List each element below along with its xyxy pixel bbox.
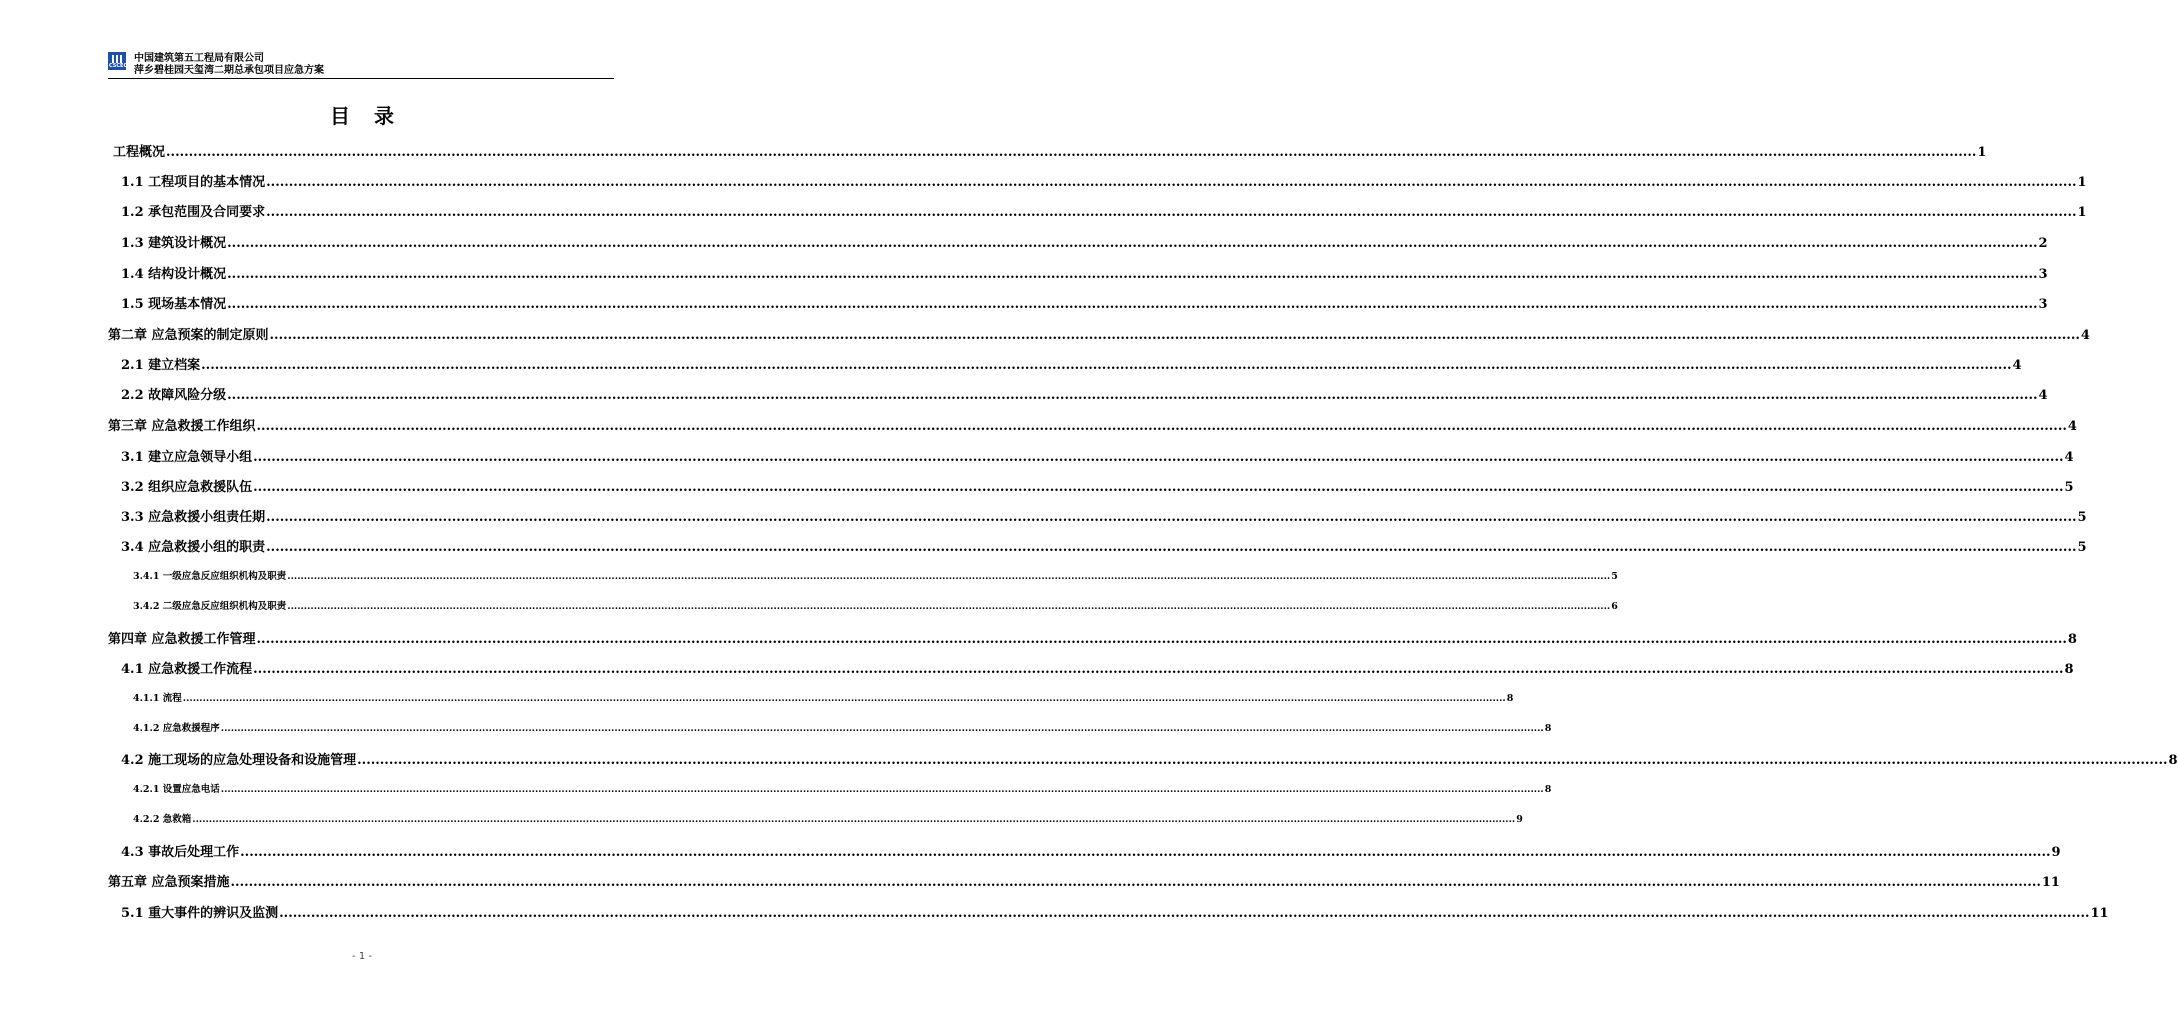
- toc-entry-page: 9: [2051, 845, 2061, 860]
- toc-entry-label: 4.2 施工现场的应急处理设备和设施管理: [121, 753, 357, 768]
- toc-leader-dots: ................................................................................................................................................................................................................................................................................................................................................................................................................: [192, 814, 1516, 825]
- toc-leader-dots: ................................................................................................................................................................................................................................................................................................................................................................................................................: [256, 632, 2067, 647]
- toc-entry-label: 3.3 应急救援小组责任期: [121, 510, 266, 525]
- toc-entry: [133, 814, 1523, 826]
- toc-entry: [121, 388, 2048, 404]
- toc-entry: [121, 510, 2087, 526]
- toc-entry-label: 4.1 应急救援工作流程: [121, 662, 253, 677]
- toc-entry-page: 3: [2038, 297, 2048, 312]
- toc-entry-page: 5: [2064, 480, 2074, 495]
- toc-entry-page: 2: [2038, 236, 2048, 251]
- toc-leader-dots: ................................................................................................................................................................................................................................................................................................................................................................................................................: [182, 693, 1506, 704]
- toc-leader-dots: ................................................................................................................................................................................................................................................................................................................................................................................................................: [240, 845, 2051, 860]
- toc-leader-dots: ................................................................................................................................................................................................................................................................................................................................................................................................................: [266, 540, 2077, 555]
- toc-entry-page: 1: [1977, 145, 1987, 160]
- company-name: 中国建筑第五工程局有限公司: [134, 53, 264, 64]
- toc-leader-dots: ................................................................................................................................................................................................................................................................................................................................................................................................................: [287, 571, 1611, 582]
- toc-entry-page: 11: [2090, 906, 2109, 921]
- toc-entry: [121, 175, 2087, 191]
- toc-entry-page: 9: [1516, 814, 1523, 825]
- toc-entry: [113, 145, 1987, 161]
- toc-entry-page: 8: [1544, 723, 1552, 734]
- toc-leader-dots: ................................................................................................................................................................................................................................................................................................................................................................................................................: [287, 601, 1611, 612]
- toc-entry-label: 4.3 事故后处理工作: [121, 845, 240, 860]
- toc-entry: [133, 693, 1514, 705]
- toc-entry-label: 3.4 应急救援小组的职责: [121, 540, 266, 555]
- toc-entry-label: 第五章 应急预案措施: [108, 875, 230, 890]
- toc-leader-dots: ................................................................................................................................................................................................................................................................................................................................................................................................................: [220, 784, 1544, 795]
- toc-leader-dots: ................................................................................................................................................................................................................................................................................................................................................................................................................: [220, 723, 1544, 734]
- toc-entry-label: 5.1 重大事件的辨识及监测: [121, 906, 279, 921]
- toc-entry-label: 1.1 工程项目的基本情况: [121, 175, 266, 190]
- page-number: - 1 -: [352, 951, 372, 962]
- toc-entry-label: 4.2.2 急救箱: [133, 814, 192, 825]
- toc-entry-page: 8: [2168, 753, 2178, 768]
- toc-entry-label: 2.1 建立档案: [121, 358, 201, 373]
- toc-entry: [121, 845, 2061, 861]
- toc-entry: [121, 267, 2048, 283]
- toc-entry: [121, 297, 2048, 313]
- toc-leader-dots: ................................................................................................................................................................................................................................................................................................................................................................................................................: [266, 205, 2077, 220]
- page-title: 目录: [330, 104, 418, 128]
- toc-leader-dots: ................................................................................................................................................................................................................................................................................................................................................................................................................: [230, 875, 2041, 890]
- toc-entry-page: 6: [1611, 601, 1618, 612]
- toc-leader-dots: ................................................................................................................................................................................................................................................................................................................................................................................................................: [357, 753, 2168, 768]
- toc-entry-label: 第四章 应急救援工作管理: [108, 632, 256, 647]
- toc-leader-dots: ................................................................................................................................................................................................................................................................................................................................................................................................................: [253, 450, 2064, 465]
- toc-entry-page: 8: [2067, 632, 2077, 647]
- toc-entry: [108, 875, 2060, 891]
- toc-entry-label: 3.1 建立应急领导小组: [121, 450, 253, 465]
- toc-leader-dots: ................................................................................................................................................................................................................................................................................................................................................................................................................: [269, 328, 2080, 343]
- project-name: 萍乡碧桂园天玺湾二期总承包项目应急方案: [134, 65, 324, 76]
- toc-leader-dots: ................................................................................................................................................................................................................................................................................................................................................................................................................: [227, 297, 2038, 312]
- toc-entry-page: 8: [1506, 693, 1514, 704]
- toc-entry-page: 4: [2038, 388, 2048, 403]
- toc-entry-page: 4: [2012, 358, 2022, 373]
- toc-entry-label: 4.1.1 流程: [133, 693, 182, 704]
- toc-entry-label: 4.1.2 应急救援程序: [133, 723, 220, 734]
- toc-entry: [121, 358, 2022, 374]
- toc-entry: [121, 480, 2074, 496]
- toc-entry: [121, 540, 2087, 556]
- toc-entry-page: 4: [2067, 419, 2077, 434]
- toc-entry: [108, 632, 2077, 648]
- toc-entry-page: 1: [2077, 175, 2087, 190]
- toc-entry-label: 3.4.2 二级应急反应组织机构及职责: [133, 601, 287, 612]
- toc-leader-dots: ................................................................................................................................................................................................................................................................................................................................................................................................................: [266, 175, 2077, 190]
- toc-entry: [121, 236, 2048, 252]
- toc-entry: [121, 450, 2074, 466]
- logo-text: CSCEC: [109, 63, 128, 69]
- toc-entry-label: 2.2 故障风险分级: [121, 388, 227, 403]
- toc-entry-label: 4.2.1 设置应急电话: [133, 784, 220, 795]
- toc-entry: [133, 601, 1618, 613]
- toc-entry-label: 3.2 组织应急救援队伍: [121, 480, 253, 495]
- toc-entry-page: 11: [2041, 875, 2060, 890]
- toc-leader-dots: ................................................................................................................................................................................................................................................................................................................................................................................................................: [279, 906, 2090, 921]
- toc-entry-page: 5: [2077, 510, 2087, 525]
- toc-leader-dots: ................................................................................................................................................................................................................................................................................................................................................................................................................: [253, 662, 2064, 677]
- toc-entry-page: 4: [2080, 328, 2090, 343]
- toc-entry-label: 第二章 应急预案的制定原则: [108, 328, 269, 343]
- toc-entry-page: 8: [2064, 662, 2074, 677]
- toc-leader-dots: ................................................................................................................................................................................................................................................................................................................................................................................................................: [256, 419, 2067, 434]
- toc-entry-page: 5: [1611, 571, 1618, 582]
- toc-entry: [133, 784, 1552, 796]
- toc-entry-label: 1.2 承包范围及合同要求: [121, 205, 266, 220]
- toc-entry: [121, 906, 2109, 922]
- toc-leader-dots: ................................................................................................................................................................................................................................................................................................................................................................................................................: [166, 145, 1977, 160]
- toc-leader-dots: ................................................................................................................................................................................................................................................................................................................................................................................................................: [253, 480, 2064, 495]
- toc-entry: [121, 205, 2087, 221]
- toc-entry: [121, 662, 2074, 678]
- toc-leader-dots: ................................................................................................................................................................................................................................................................................................................................................................................................................: [227, 267, 2038, 282]
- toc-leader-dots: ................................................................................................................................................................................................................................................................................................................................................................................................................: [201, 358, 2012, 373]
- toc-entry-label: 工程概况: [113, 145, 166, 160]
- toc-leader-dots: ................................................................................................................................................................................................................................................................................................................................................................................................................: [266, 510, 2077, 525]
- toc-entry-page: 5: [2077, 540, 2087, 555]
- toc-entry-label: 1.3 建筑设计概况: [121, 236, 227, 251]
- toc-entry: [133, 723, 1552, 735]
- toc-entry-label: 第三章 应急救援工作组织: [108, 419, 256, 434]
- toc-entry: [108, 328, 2090, 344]
- toc-entry-page: 1: [2077, 205, 2087, 220]
- toc-entry-page: 3: [2038, 267, 2048, 282]
- toc-entry-label: 1.4 结构设计概况: [121, 267, 227, 282]
- toc-leader-dots: ................................................................................................................................................................................................................................................................................................................................................................................................................: [227, 236, 2038, 251]
- toc-entry-page: 4: [2064, 450, 2074, 465]
- toc-leader-dots: ................................................................................................................................................................................................................................................................................................................................................................................................................: [227, 388, 2038, 403]
- toc-entry: [121, 753, 2178, 769]
- toc-entry-label: 1.5 现场基本情况: [121, 297, 227, 312]
- toc-entry-page: 8: [1544, 784, 1552, 795]
- toc-entry: [133, 571, 1618, 583]
- toc-entry-label: 3.4.1 一级应急反应组织机构及职责: [133, 571, 287, 582]
- toc-entry: [108, 419, 2077, 435]
